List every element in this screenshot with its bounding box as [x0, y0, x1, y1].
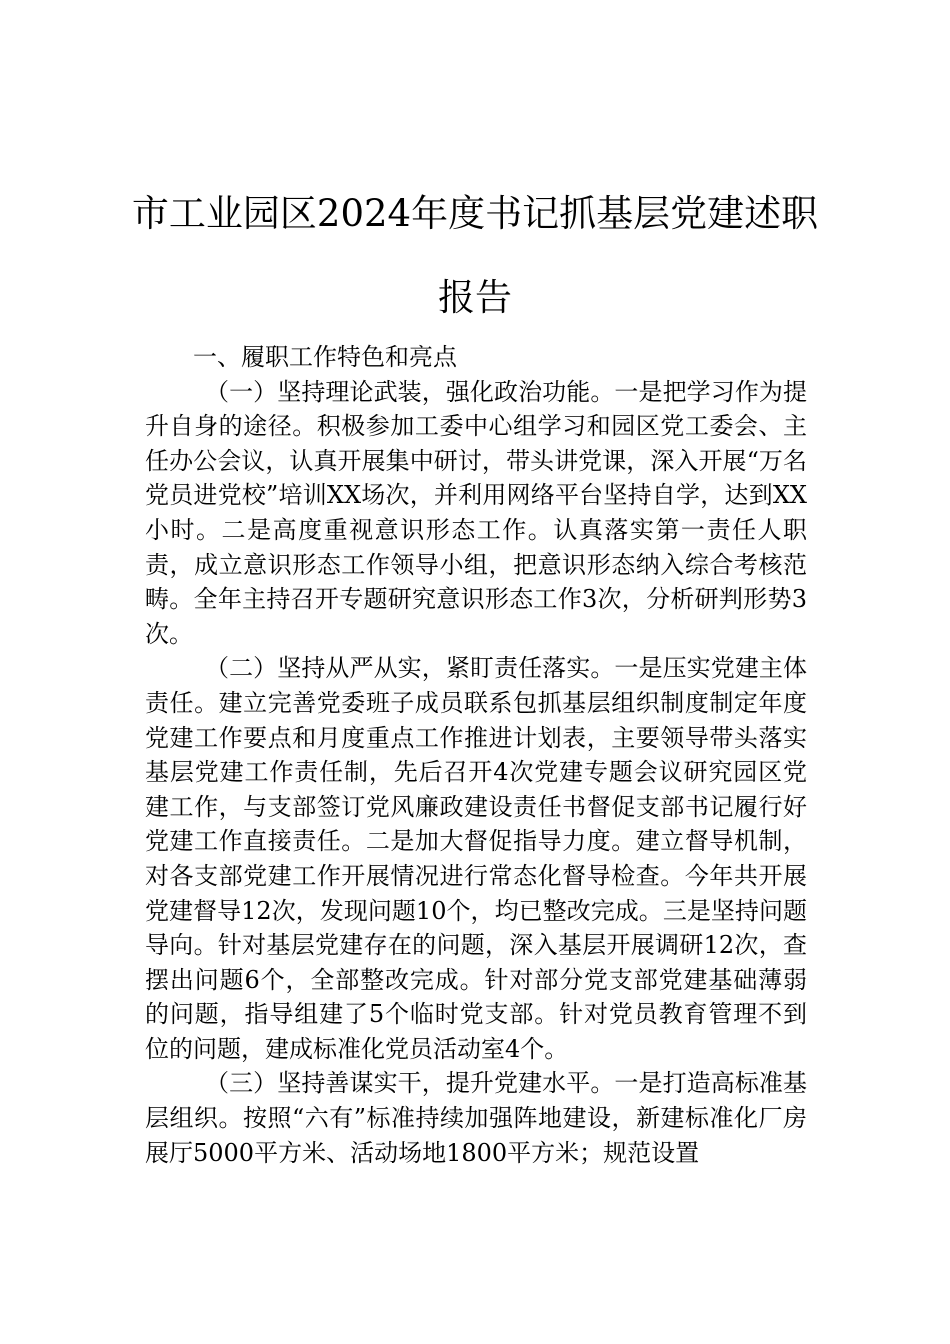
paragraph-1: （一）坚持理论武装，强化政治功能。一是把学习作为提升自身的途径。积极参加工委中心组学习和园区党工委会、主任办公会议，认真开展集中研讨，带头讲党课，深入开展“万名党员进党校”培训XX场次，并利用网络平台坚持自学，达到XX小时。二是高度重视意识形态工作。认真落实第一责任人职责，成立意识形态工作领导小组，把意识形态纳入综合考核范畴。全年主持召开专题研究意识形态工作3次，分析研判形势3次。	[145, 377, 807, 648]
document-title	[110, 172, 840, 340]
title-line-2: 报告	[438, 276, 512, 319]
document-body	[145, 340, 807, 1170]
paragraph-2: （二）坚持从严从实，紧盯责任落实。一是压实党建主体责任。建立完善党委班子成员联系包抓基层组织制度制定年度党建工作要点和月度重点工作推进计划表，主要领导带头落实基层党建工作责任制，先后召开4次党建专题会议研究园区党建工作，与支部签订党风廉政建设责任书督促支部书记履行好党建工作直接责任。二是加大督促指导力度。建立督导机制，对各支部党建工作开展情况进行常态化督导检查。今年共开展党建督导12次，发现问题10个，均已整改完成。三是坚持问题导向。针对基层党建存在的问题，深入基层开展调研12次，查摆出问题6个，全部整改完成。针对部分党支部党建基础薄弱的问题，指导组建了5个临时党支部。针对党员教育管理不到位的问题，建成标准化党员活动室4个。	[145, 654, 807, 1063]
paragraph-3: （三）坚持善谋实干，提升党建水平。一是打造高标准基层组织。按照“六有”标准持续加强阵地建设，新建标准化厂房展厅5000平方米、活动场地1800平方米；规范设置	[145, 1069, 807, 1167]
title-line-1: 市工业园区2024年度书记抓基层党建述职	[131, 192, 819, 235]
section-heading: 一、履职工作特色和亮点	[193, 343, 457, 371]
